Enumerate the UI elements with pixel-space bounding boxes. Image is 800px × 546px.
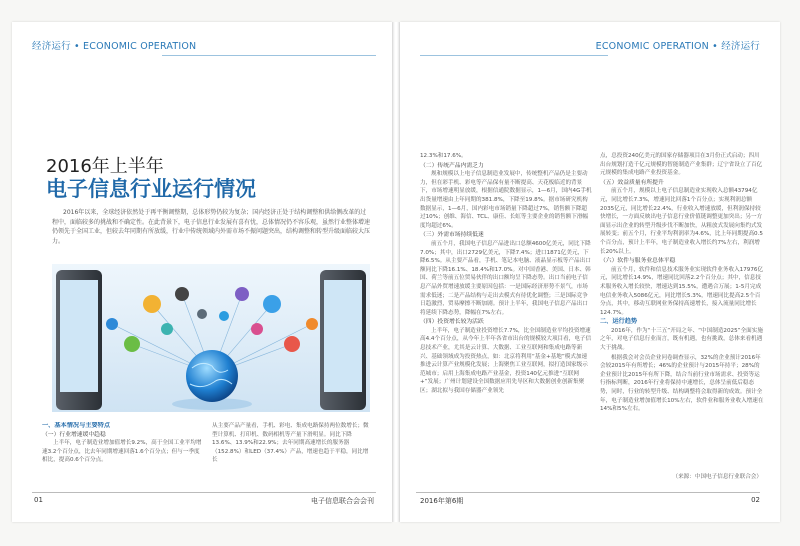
left-column-1: 一、基本情况与主要特点 （一）行业增速缓中趋稳 上半年，电子制造业增加值增长9.2%，高于全国工业平均增速3.2个百分点，比去年同期增速回落1.6个百分点；但与一季度相比，提高0.6个百分点。 [42,422,202,464]
page-gutter [392,22,400,522]
right-footer-rule [416,492,760,493]
left-phone [56,270,102,410]
globe-icon [186,350,238,402]
right-page [400,22,780,522]
left-column-2: 从主要产品产量看，手机、彩电、集成电路保持两位数增长；微型计算机、打印机、数码相机等产量下滑明显。同比下降13.6%、13.9%和22.9%；去年同期高速增长的服务器（152.8%）和LED（37.4%）产品，增速也趋于平稳，同比增长 [212,423,369,464]
subsection-heading-2: （二）传统产品内需乏力 [420,162,484,169]
title-line2: 电子信息行业运行情况 [46,177,256,201]
source-note: （来源：中国电子信息行业联合会） [672,474,762,480]
subsection-heading-3: （三）外需市场持续低迷 [420,232,484,239]
title-line1: 2016年上半年 [46,156,164,177]
right-column-1: 12.3%和17.6%。 （二）传统产品内需乏力 规和规模以上电子信息制造业发展中，传统整机产品仍是主要动力，但在彩手机、彩电等产品保有量不断提高、天花板临近的背景下，市场增速明显放缓，根据信通院数据显示，1—6月，国内4G手机出货量增速由上年同期的381.8%，下降至19.8%。据市场研究机构数据显示，1—6月，国内彩电市场销量下降超过7%，销售额下降超过10%；创维、海信、TCL、康佳、长虹等主要企业的销售额下滑幅度均超过6%。 （三）外需市场持续低迷 前五个月，我国电子信息产品进出口总额4600亿美元，同比下降7.0%；其中，出口2729亿美元，下降7.4%；进口1871亿美元，下降6.5%。从主要产品看，手机、笔记本电脑、液晶显示板等产品出口额同比下降16.1%、18.4%和17.0%。对中国香港、美国、日本、韩国、荷兰等前五位贸易伙伴的出口额均呈下降态势。出口当前电子信息产品外贸增速放缓主要原因包括：一是国际经济形势不景气，市场需求低迷；二是产品结构与走出去模式有待优化调整；三是国际竞争日趋激烈，贸易摩擦不断加剧。预计上半年，我国电子信息产品出口将延续下降态势，降幅在7%左右。 （四）投资增长较为活跃 上半年，电子制造业投资增长7.7%，比全国制造业平均投资增速高4.4个百分点，从今年上半年各省市出台的规模较大项目看，电子信息技术产业，尤其是云计算、大数据、工业互联网和集成电路等新兴、基础领域成为投资热点，如：北京将利用“基金+基地”模式加速推进云计算产业规模化发展；上海聚焦工业互联网，拟打造国家级示范城市；启用上海集成电路产业基金，投资140亿元推进“互联网+”发展；广州计划建设全国数据应用先导区和大数据创业创新集聚区；湖北拟与我国存储器产业领先 [420,153,592,395]
subsection-heading-5: （五）效益质量有所提升 [600,179,664,186]
subsection-heading-4: （四）投资增长较为活跃 [420,319,484,326]
left-page-number: 01 [34,496,43,504]
left-header-rule [162,55,376,56]
right-header: ECONOMIC OPERATION • 经济运行 [595,41,760,52]
right-column-2: 点，总投资240亿美元的国家存储器项目在3月份正式启动；四川出台规划打造千亿元规模的智能制造产业集群；辽宁省设立了百亿元规模的集成电路产业投资基金。 （五）效益质量有所提升 前五个月，规模以上电子信息制造业实现收入总额43794亿元，同比增长7.3%，增速同比回落1个百分点；实现利润总额2035亿元，同比增长22.4%，行业收入增速放缓，但利润保持较快增长，一方面反映出电子信息行业价值链调整更加突出；另一方面显示出企业的转型升级步伐不断加快，从粗放式发展向集约式发展转变；前五个月，行业平均利润率为4.6%，比上年同期提高0.5个百分点，预计上半年，电子制造业收入增长约7%左右，利润增长20%以上。 （六）软件与服务业总体平稳 前五个月，软件和信息技术服务业实现软件业务收入17976亿元，同比增长14.9%，增速同比回落2.2个百分点；其中，信息技术服务收入增长较快，增速达到15.5%，遭遇合万展；1-5月完成电信业务收入5086亿元，同比增长5.3%，增速同比提高2.5个百分点，其中，移动互联网业务保持高速增长，接入流量同比增长124.7%。 二、运行趋势 2016年，作为“十三五”开局之年、“中国制造2025”全面实施之年，对电子信息行业而言，既有机遇，也有挑战，总体来看机遇大于挑战。 根据我会对会员企业问卷调查显示，32%的企业预计2016年会较2015年有所增长；46%的企业预计与2015年持平；28%的企业预计比2015年有所下降，结合当前行业市场需求、投资等运行指标判断，2016年行业将保持中速增长，总体呈前低后稳态势，同时，行业的转型升级、结构调整将会取得新的成效。预计全年，电子制造业增加值增长10%左右，软件业和服务业收入增速在14%和5%左右。 [600,153,764,413]
right-phone [320,270,366,410]
publication-name: 电子信息联合会会刊 [311,497,374,505]
left-header: 经济运行 • ECONOMIC OPERATION [32,41,197,52]
subsection-heading-1: （一）行业增速缓中趋稳 [42,431,106,438]
intro-paragraph: 2016年以来，全球经济依然处于再平衡调整期，总体形势仍较为复杂；国内经济正处于结构调整和供给侧改革的过程中，面临较多的挑战和不确定性。在此背景下，电子信息行业发展有喜有忧，总体情况仍不容乐观，虽然行业整体增速仍领先于全国工业，但较去年同期有所放缓，行业中传统领域内外需市场不振问题突出，结构调整和转型升级面临较大压力。 [52,209,371,245]
right-page-number: 02 [751,496,760,504]
subsection-heading-6: （六）软件与服务业总体平稳 [600,258,676,265]
feature-illustration [52,264,370,412]
right-header-rule [420,55,608,56]
section-heading-1: 一、基本情况与主要特点 [42,422,111,429]
left-page [12,22,392,522]
issue-label: 2016年第6期 [420,497,464,505]
section-heading-2: 二、运行趋势 [600,318,638,326]
left-footer-rule [32,492,376,493]
